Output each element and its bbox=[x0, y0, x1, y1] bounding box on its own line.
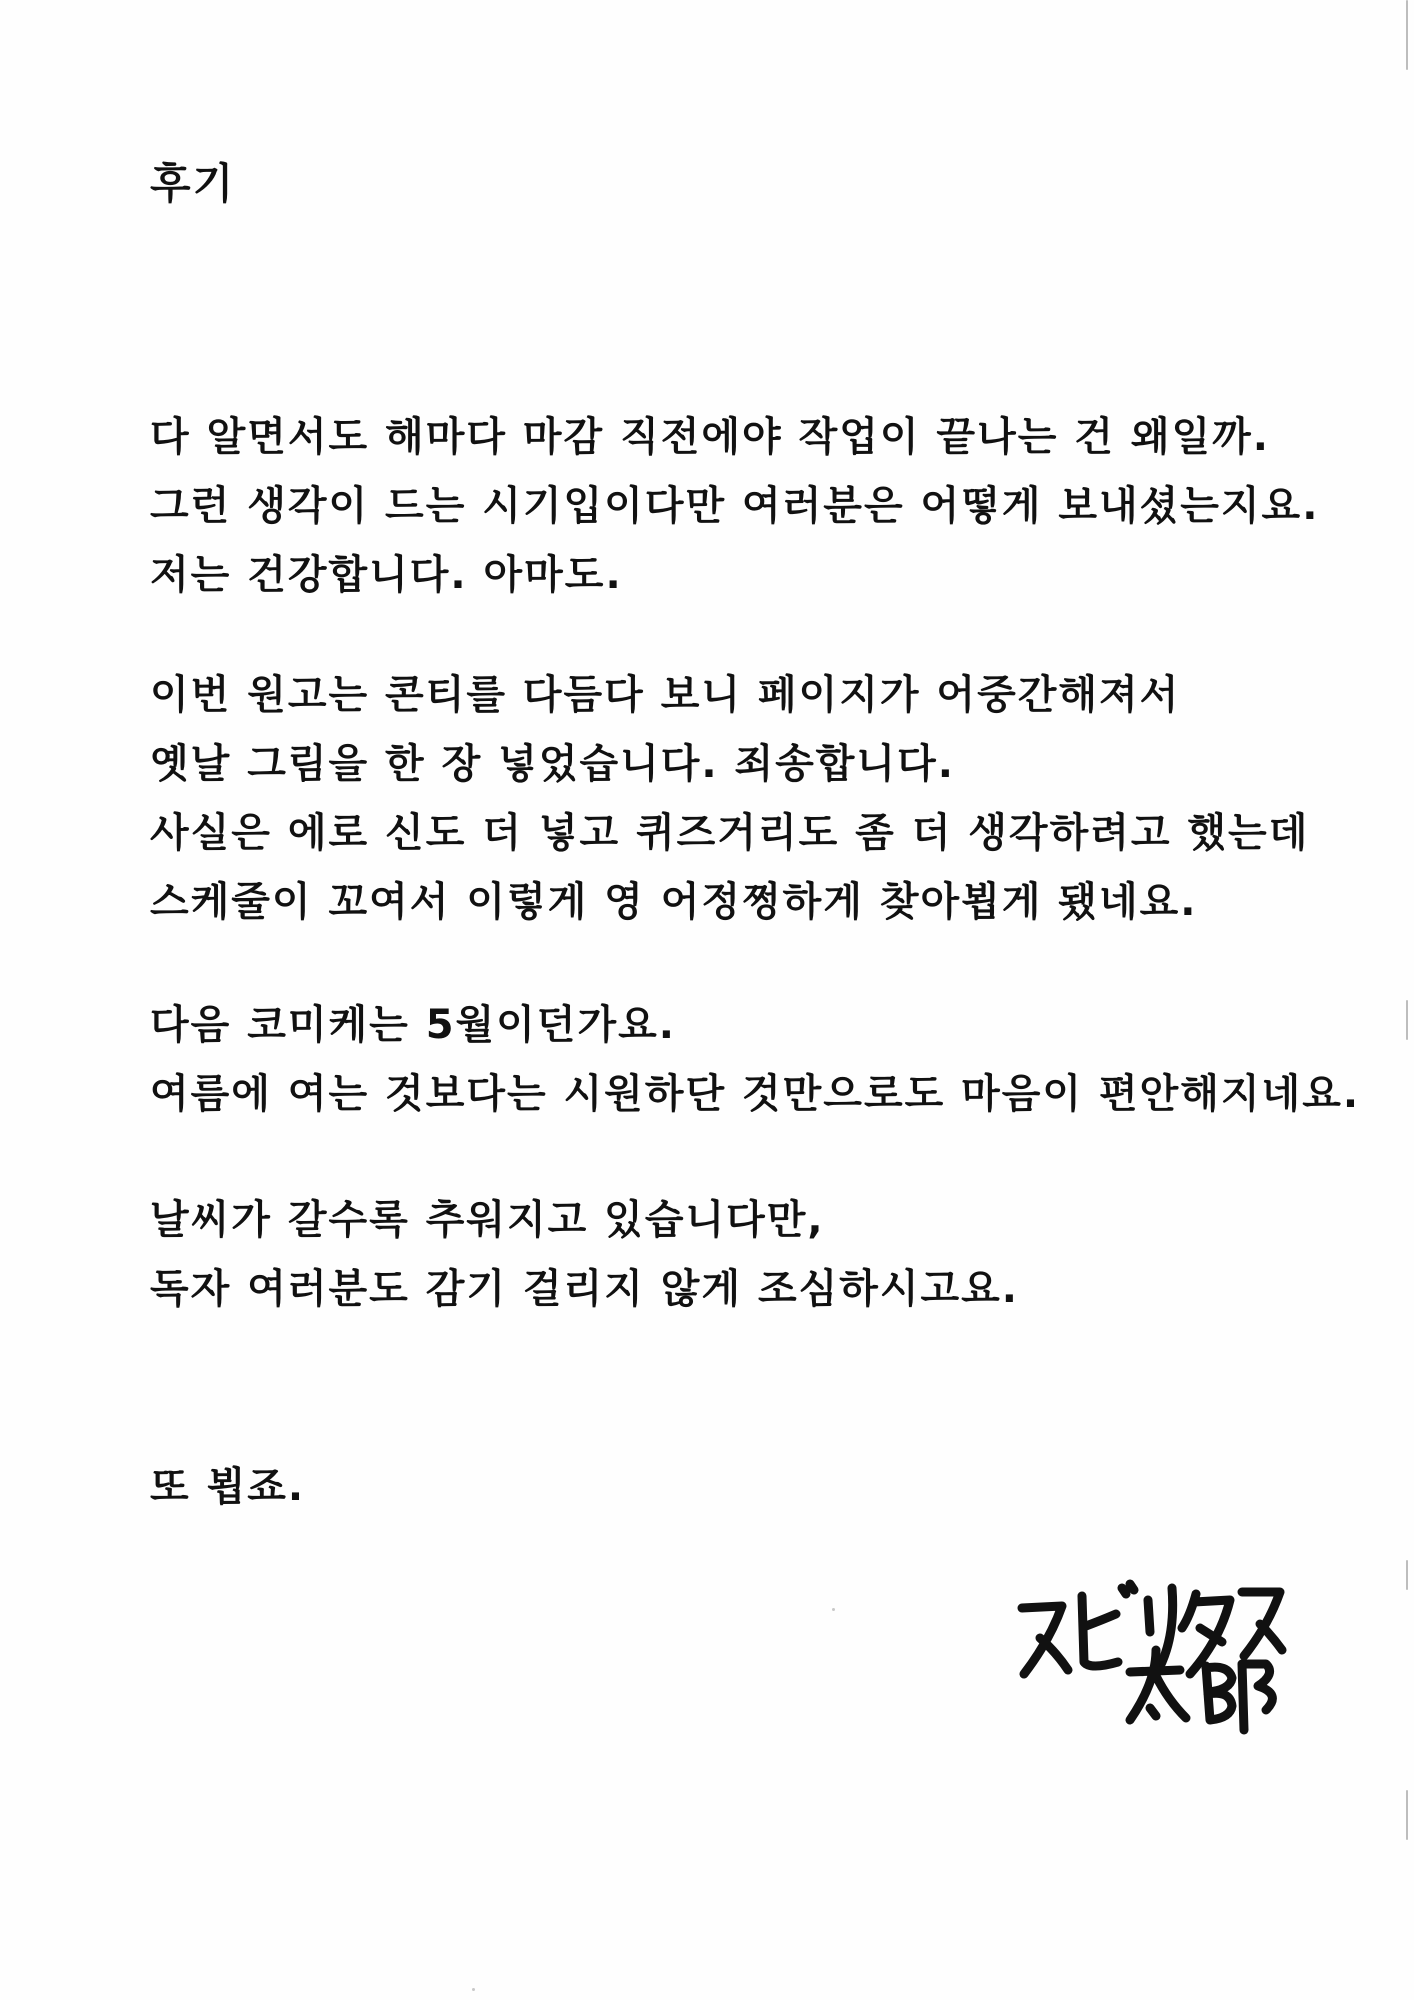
text-line: 사실은 에로 신도 더 넣고 퀴즈거리도 좀 더 생각하려고 했는데 bbox=[150, 810, 1310, 856]
text-line: 독자 여러분도 감기 걸리지 않게 조심하시고요. bbox=[150, 1266, 1019, 1312]
text-line: 이번 원고는 콘티를 다듬다 보니 페이지가 어중간해져서 bbox=[150, 672, 1181, 718]
scan-edge-mark bbox=[1406, 1790, 1408, 1840]
text-line: 그런 생각이 드는 시기입이다만 여러분은 어떻게 보내셨는지요. bbox=[150, 483, 1320, 529]
scan-edge-mark bbox=[1406, 1000, 1408, 1040]
scan-edge-mark bbox=[1406, 1560, 1408, 1590]
page-title: 후기 bbox=[150, 159, 236, 208]
text-line: 다음 코미케는 5월이던가요. bbox=[150, 1002, 676, 1048]
scan-speck bbox=[832, 1608, 835, 1611]
text-line: 스케줄이 꼬여서 이렇게 영 어정쩡하게 찾아뵙게 됐네요. bbox=[150, 879, 1198, 925]
text-line: 여름에 여는 것보다는 시원하단 것만으로도 마음이 편안해지네요. bbox=[150, 1071, 1361, 1117]
text-line: 저는 건강합니다. 아마도. bbox=[150, 552, 623, 598]
handwritten-signature bbox=[1010, 1570, 1310, 1740]
text-line: 날씨가 갈수록 추워지고 있습니다만, bbox=[150, 1197, 825, 1243]
scan-speck bbox=[472, 1988, 475, 1991]
closing-line: 또 뵙죠. bbox=[150, 1464, 306, 1510]
scan-edge-mark bbox=[1406, 0, 1408, 70]
text-line: 다 알면서도 해마다 마감 직전에야 작업이 끝나는 건 왜일까. bbox=[150, 414, 1270, 460]
text-line: 옛날 그림을 한 장 넣었습니다. 죄송합니다. bbox=[150, 741, 955, 787]
